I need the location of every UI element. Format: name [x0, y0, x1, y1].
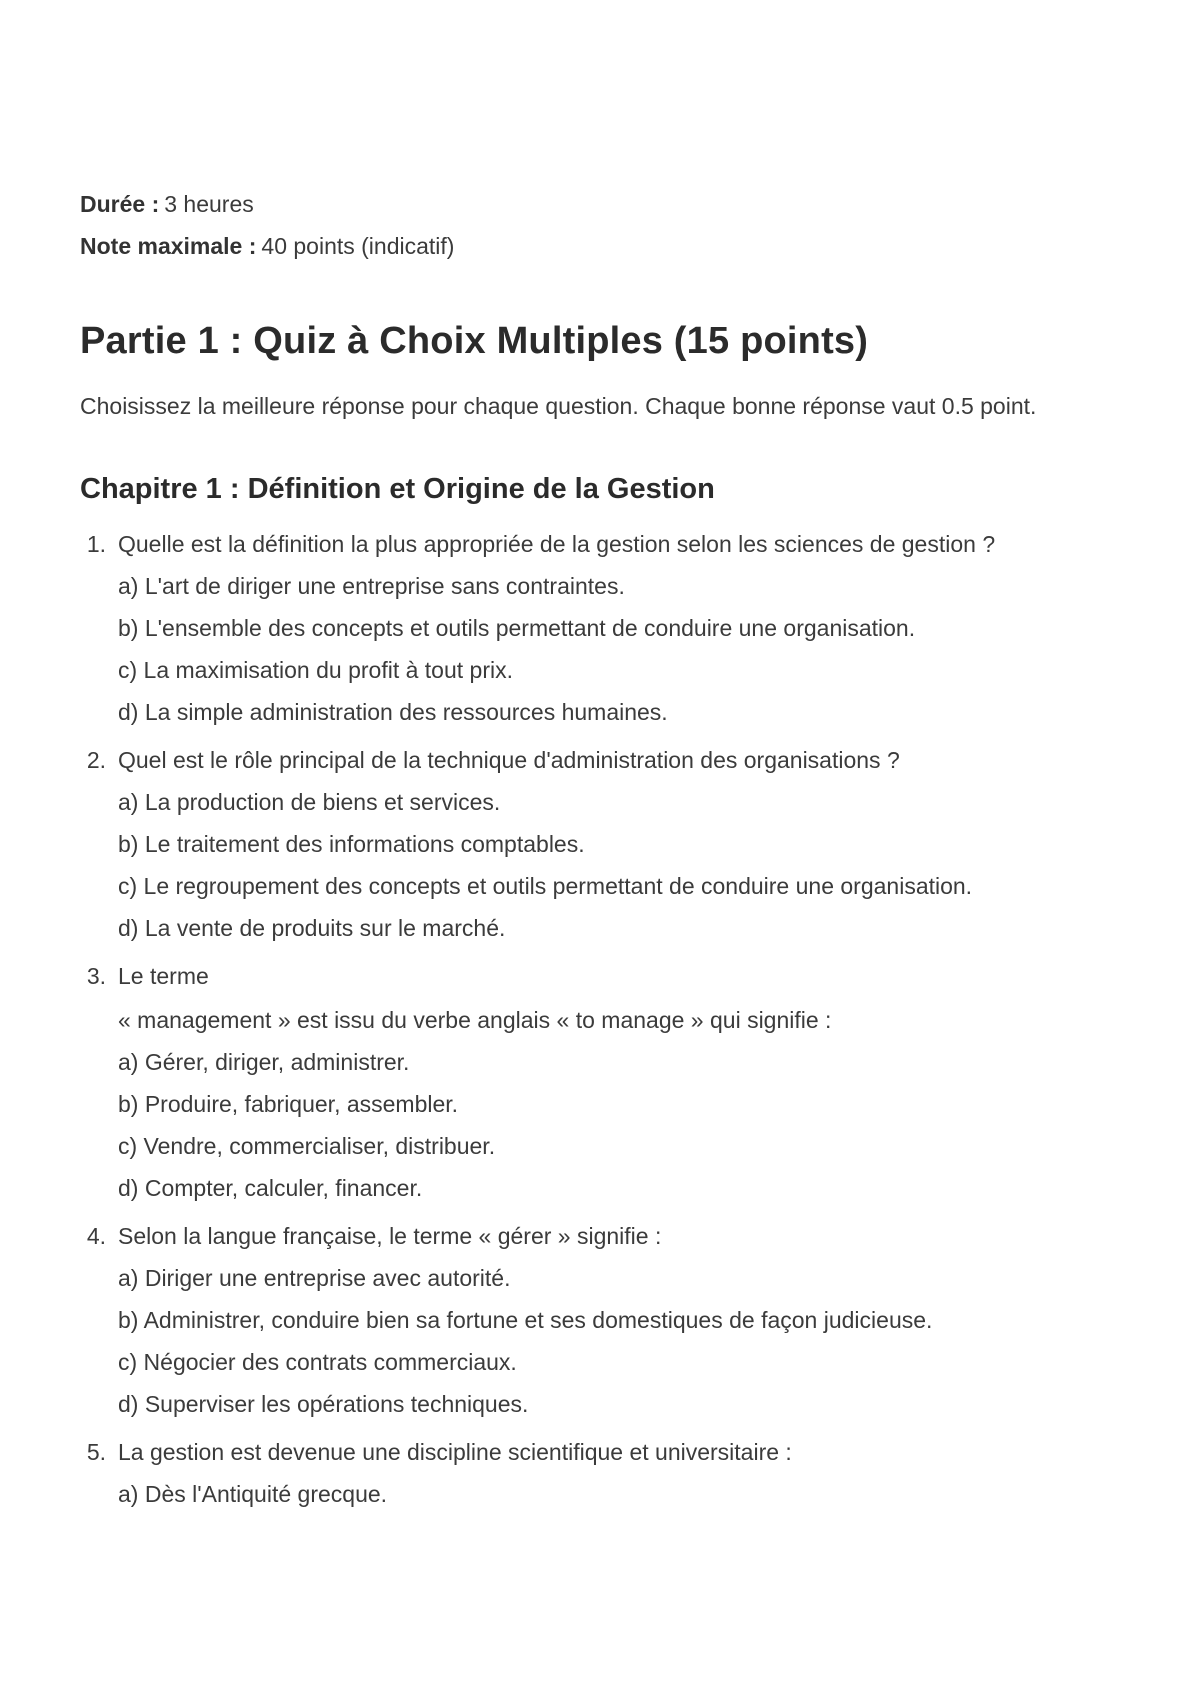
question-text: La gestion est devenue une discipline scientifique et universitaire :	[118, 1438, 792, 1465]
option-line: d) Superviser les opérations techniques.	[118, 1390, 529, 1417]
question-text: Quel est le rôle principal de la technique d'administration des organisations ?	[118, 746, 900, 773]
option-line: a) La production de biens et services.	[118, 788, 501, 815]
option-line: d) La simple administration des ressources humaines.	[118, 698, 668, 725]
question-body	[118, 955, 1110, 1209]
question-item	[80, 1215, 1110, 1425]
duration-line	[80, 183, 1110, 225]
question-row	[80, 955, 1110, 1209]
option-line: a) Gérer, diriger, administrer.	[118, 1048, 410, 1075]
part1-title: Partie 1 : Quiz à Choix Multiples (15 points)	[80, 320, 869, 362]
question-row	[80, 1431, 1110, 1515]
option-line: b) L'ensemble des concepts et outils permettant de conduire une organisation.	[118, 614, 916, 641]
option-line: c) Le regroupement des concepts et outils permettant de conduire une organisation.	[118, 872, 973, 899]
question-row	[80, 1215, 1110, 1425]
option-line: a) Dès l'Antiquité grecque.	[118, 1480, 388, 1507]
max-note-label: Note maximale :	[80, 233, 257, 259]
duration-label: Durée :	[80, 191, 160, 217]
question-body	[118, 1215, 1110, 1425]
option-line: c) Négocier des contrats commerciaux.	[118, 1348, 517, 1375]
option-line: b) Administrer, conduire bien sa fortune et ses domestiques de façon judicieuse.	[118, 1306, 933, 1333]
question-body	[118, 523, 1110, 733]
max-note-value: 40 points (indicatif)	[261, 233, 455, 259]
question-text: Quelle est la définition la plus appropriée de la gestion selon les sciences de gestion ?	[118, 530, 996, 557]
question-body	[118, 1431, 1110, 1515]
question-row	[80, 739, 1110, 949]
question-number: 2.	[86, 746, 106, 773]
question-item	[80, 739, 1110, 949]
question-number: 5.	[86, 1438, 106, 1465]
option-line: a) Diriger une entreprise avec autorité.	[118, 1264, 511, 1291]
option-line: c) La maximisation du profit à tout prix.	[118, 656, 513, 683]
question-row	[80, 523, 1110, 733]
option-line: a) L'art de diriger une entreprise sans contraintes.	[118, 572, 625, 599]
option-line: b) Produire, fabriquer, assembler.	[118, 1090, 459, 1117]
question-text: « management » est issu du verbe anglais « to manage » qui signifie :	[118, 1006, 832, 1033]
question-number: 4.	[86, 1222, 106, 1249]
question-item	[80, 955, 1110, 1209]
option-line: d) La vente de produits sur le marché.	[118, 914, 506, 941]
question-number: 1.	[86, 530, 106, 557]
question-number: 3.	[86, 962, 106, 989]
question-item	[80, 523, 1110, 733]
question-body	[118, 739, 1110, 949]
question-list	[80, 523, 1110, 1515]
chapter1-title: Chapitre 1 : Définition et Origine de la Gestion	[80, 472, 715, 505]
question-item	[80, 1431, 1110, 1515]
duration-value: 3 heures	[164, 191, 254, 217]
option-line: b) Le traitement des informations comptables.	[118, 830, 585, 857]
option-line: d) Compter, calculer, financer.	[118, 1174, 423, 1201]
part1-intro: Choisissez la meilleure réponse pour chaque question. Chaque bonne réponse vaut 0.5 point.	[80, 392, 1037, 419]
question-text: Selon la langue française, le terme « gérer » signifie :	[118, 1222, 662, 1249]
option-line: c) Vendre, commercialiser, distribuer.	[118, 1132, 496, 1159]
max-note-line	[80, 225, 1110, 267]
question-text: Le terme	[118, 962, 209, 989]
